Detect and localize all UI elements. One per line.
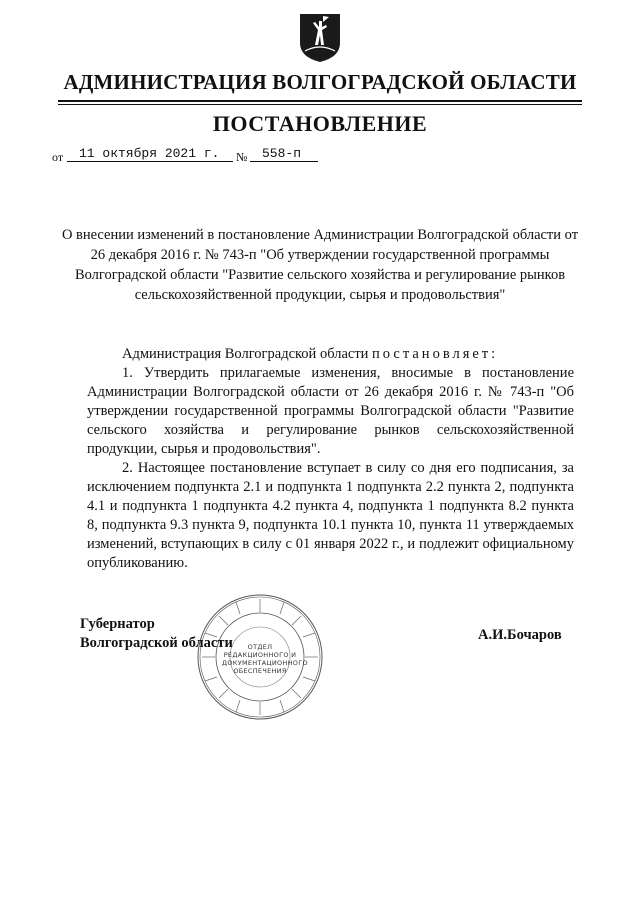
document-type: ПОСТАНОВЛЕНИЕ: [212, 111, 428, 136]
header-divider: [58, 100, 582, 102]
signatory-title: [80, 615, 233, 653]
organization-title: АДМИНИСТРАЦИЯ ВОЛГОГРАДСКОЙ ОБЛАСТИ: [63, 70, 577, 94]
document-body: [87, 345, 574, 573]
paragraph-2: 2. Настоящее постановление вступает в силу со дня его подписания, за исключением подпункта 2.1 и подпункта 1 подпункта 2.2 пункта 2, подпункта 4.1 и подпункта 1 подпункта 4.2 пункта 4, подпункта 1 подпункта 8.2 пункта 8, подпункта 9.3 пункта 9, подпункта 10.1 пункта 10, пункта 11 утверждаемых изменений, вступающих в силу с 01 января 2022 г., и подлежит официальному опубликованию.: [87, 460, 574, 571]
signatory-title-line-2: Волгоградской области: [80, 635, 233, 651]
document-subject: О внесении изменений в постановление Администрации Волгоградской области от 26 декабря 2016 г. № 743-п "Об утверждении государственной программы Волгоградской области "Развитие сельского хозяйства и регулирование рынков сельскохозяйственной продукции, сырья и продовольствия": [61, 227, 579, 303]
header-divider-thin: [58, 104, 582, 105]
coat-of-arms-icon: [299, 13, 341, 63]
document-number: 558-п: [250, 146, 318, 162]
intro-paragraph: [87, 345, 574, 364]
paragraph-1: 1. Утвердить прилагаемые изменения, вносимые в постановление Администрации Волгоградской области от 26 декабря 2016 г. № 743-п "Об утверждении государственной программы Волгоградской области "Развитие сельского хозяйства и регулирование рынков сельскохозяйственной продукции, сырья и продовольствия".: [87, 365, 574, 457]
signatory-name: А.И.Бочаров: [478, 627, 562, 643]
intro-text: Администрация Волгоградской области: [122, 346, 369, 362]
number-prefix: №: [236, 150, 248, 164]
date-prefix: от: [52, 150, 64, 164]
signatory-title-line-1: Губернатор: [80, 616, 155, 632]
intro-verb: постановляет:: [372, 346, 499, 362]
document-date: 11 октября 2021 г.: [67, 146, 233, 162]
seal-center-text: ОТДЕЛ РЕДАКЦИОННОГО И ДОКУМЕНТАЦИОННОГО ОБЕСПЕЧЕНИЯ: [222, 643, 308, 675]
